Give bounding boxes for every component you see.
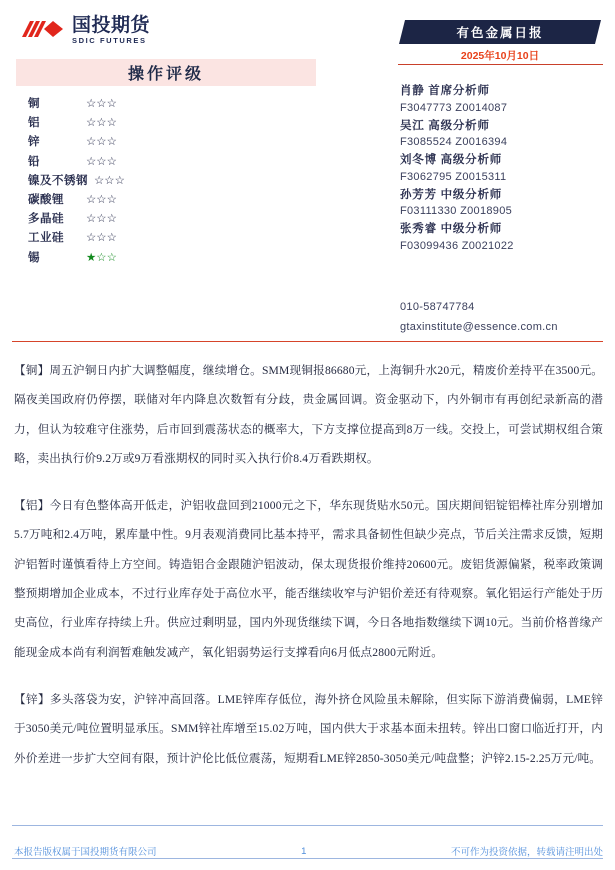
rating-stars: ★☆☆ <box>86 251 117 264</box>
rating-metal-name: 工业硅 <box>28 232 64 245</box>
rating-metal-name: 铅 <box>28 155 40 168</box>
company-logo <box>20 16 150 45</box>
rating-metal-name: 铜 <box>28 98 40 110</box>
report-type-banner <box>402 20 598 44</box>
rating-row <box>28 210 328 229</box>
rating-stars: ☆☆☆ <box>94 174 125 187</box>
rating-row <box>28 191 328 210</box>
report-footer <box>14 844 603 858</box>
analyst-name: 张秀睿 中级分析师 <box>400 223 503 235</box>
logo-text-en: SDIC FUTURES <box>72 36 147 45</box>
contact-email[interactable]: gtaxinstitute@essence.com.cn <box>400 321 558 333</box>
analyst-license: F03099436 Z0021022 <box>400 239 514 252</box>
rating-stars: ☆☆☆ <box>86 213 117 226</box>
rating-row <box>28 153 328 172</box>
footer-copyright: 本报告版权属于国投期货有限公司 <box>14 847 157 858</box>
rating-metal-name: 碳酸锂 <box>28 193 64 206</box>
rating-panel-title-label: 操作评级 <box>127 66 204 83</box>
rating-row <box>28 172 328 191</box>
analyst-license: F03111330 Z0018905 <box>400 205 513 217</box>
rating-stars: ☆☆☆ <box>86 98 117 110</box>
rating-list <box>28 95 328 268</box>
footer-page-number: 1 <box>301 845 307 857</box>
rating-row <box>28 249 328 268</box>
report-body <box>14 356 603 791</box>
rating-panel-title <box>16 59 316 86</box>
analyst-list <box>400 86 610 259</box>
footer-disclaimer: 不可作为投资依据，转载请注明出处 <box>450 847 603 858</box>
rating-stars: ☆☆☆ <box>86 193 117 206</box>
banner-title: 有色金属日报 <box>456 26 544 40</box>
analyst-name: 吴江 高级分析师 <box>400 119 490 132</box>
date-underline <box>398 64 603 65</box>
footer-divider-bottom <box>12 858 603 859</box>
analyst-license: F3047773 Z0014087 <box>400 101 508 114</box>
rating-metal-name: 锌 <box>28 136 40 149</box>
rating-row <box>28 114 328 133</box>
contact-phone: 010-58747784 <box>400 301 475 313</box>
footer-divider-top <box>12 825 603 826</box>
rating-metal-name: 锡 <box>28 251 40 264</box>
rating-metal-name: 多晶硅 <box>28 213 64 226</box>
rating-stars: ☆☆☆ <box>86 155 117 168</box>
rating-metal-name: 铝 <box>28 117 40 130</box>
analyst-name: 孙芳芳 中级分析师 <box>400 188 503 201</box>
rating-stars: ☆☆☆ <box>86 232 117 245</box>
paragraph-copper: 【铜】周五沪铜日内扩大调整幅度，继续增仓。SMM现铜报86680元，上海铜升水20元，精废价差持平在3500元。隔夜美国政府仍停摆，联储对年内降息次数暂有分歧，贵金属回调。资金驱动下，内外铜市有再创纪录新高的潜力，但认为较难守住涨势，后市回到震荡状态的概率大，下方支撑位提高到8万一线。交投上，可尝试期权组合策略，卖出执行价9.2万或9万看涨期权的同时买入执行价8.4万看跌期权。 <box>14 364 603 465</box>
logo-text-cn: 国投期货 <box>72 15 151 36</box>
header-divider <box>12 341 603 342</box>
paragraph-zinc: 【锌】多头落袋为安，沪锌冲高回落。LME锌库存低位，海外挤仓风险虽未解除，但实际下游消费偏弱，LME锌于3050美元/吨位置明显承压。SMM锌社库增至15.02万吨，国内供大于求基本面未扭转。锌出口窗口临近打开，内外价差进一步扩大空间有限，预计沪伦比低位震荡，短期看LME锌2850-3050美元/吨盘整；沪锌2.15-2.25万元/吨。 <box>14 692 603 765</box>
rating-row <box>28 95 328 114</box>
contact-block <box>400 302 615 342</box>
rating-row <box>28 229 328 248</box>
paragraph-aluminum: 【铝】今日有色整体高开低走，沪铝收盘回到21000元之下，华东现货贴水50元。国庆期间铝锭铝棒社库分别增加5.7万吨和2.4万吨，累库量中性。9月表观消费同比基本持平，需求具备韧性但缺少亮点，节后关注需求反馈，短期沪铝暂时谨慎看待上方空间。铸造铝合金跟随沪铝波动，保太现货报价维持20600元。废铝货源偏紧，税率政策调整预期增加企业成本，不过行业库存处于高位水平，能否继续收窄与沪铝价差还有待观察。氧化铝运行产能处于历史高位，行业库存持续上升。供应过剩明显，国内外现货继续下调，今日各地指数继续下调10元。当前价格普缘产能现金成本尚有利润暂难触发减产，氧化铝弱势运行支撑看向6月低点2800元附近。 <box>14 499 603 659</box>
rating-row <box>28 133 328 152</box>
analyst-name: 肖静 首席分析师 <box>400 85 490 97</box>
analyst-license: F3062795 Z0015311 <box>400 170 507 183</box>
rating-stars: ☆☆☆ <box>86 117 117 130</box>
analyst-license: F3085524 Z0016394 <box>400 136 508 148</box>
analyst-name: 刘冬博 高级分析师 <box>400 154 503 166</box>
report-header <box>0 0 615 333</box>
report-date: 2025年10月10日 <box>460 50 540 62</box>
rating-metal-name: 镍及不锈钢 <box>28 174 88 187</box>
logo-mark-icon <box>20 17 66 43</box>
rating-stars: ☆☆☆ <box>86 136 117 149</box>
